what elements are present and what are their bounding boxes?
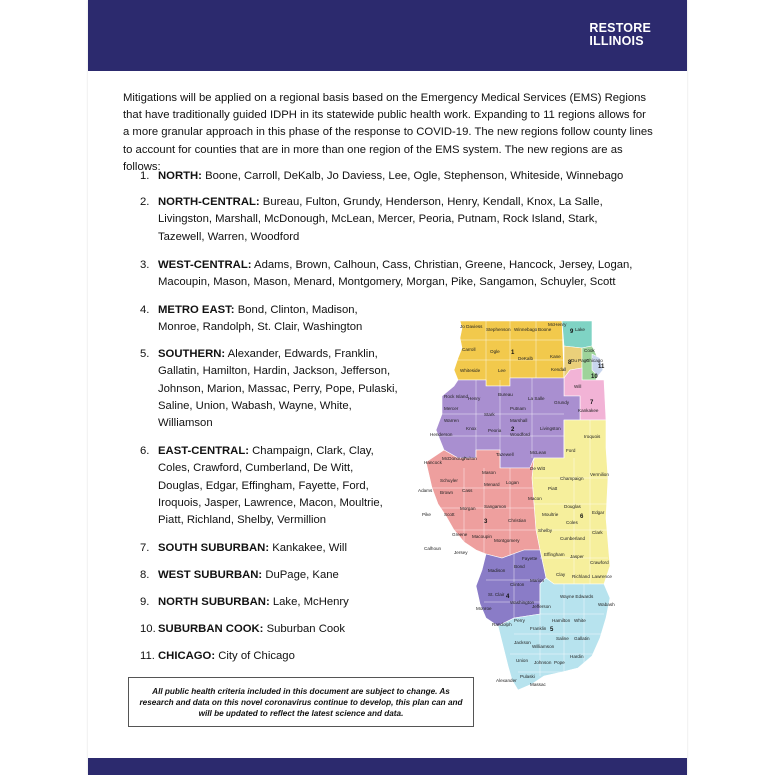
county-label: Lee: [498, 368, 506, 373]
county-label: DeKalb: [518, 356, 534, 361]
county-label: Jackson: [514, 640, 531, 645]
county-label: Clay: [556, 572, 566, 577]
region-counties: Adams, Brown, Calhoun, Cass, Christian, Greene, Hancock, Jersey, Logan, Macoupin, Mason, Mason, Menard, Montgomery, Morgan, Pike, Sangamon, Schuyler, Scott: [158, 259, 633, 289]
region-name: METRO EAST:: [158, 304, 235, 316]
county-label: Marion: [530, 578, 545, 583]
county-label: Warren: [444, 418, 459, 423]
region-counties: Champaign, Clark, Clay, Coles, Crawford, Cumberland, De Witt, Douglas, Edgar, Effingham, Fayette, Ford, Iroquois, Jasper, Lawrence, Macon, Moultrie, Piatt, Richland, Shelby, Vermillion: [158, 445, 383, 527]
county-label: Fayette: [522, 556, 538, 561]
map-region-8-number: 8: [568, 360, 572, 366]
region-number: 11.: [140, 650, 155, 662]
county-label: Ford: [566, 448, 576, 453]
county-label: Will: [574, 384, 582, 389]
region-number: 8.: [140, 569, 150, 581]
county-label: Henry: [468, 396, 481, 401]
county-label: White: [574, 618, 586, 623]
county-label: Henderson: [430, 432, 453, 437]
county-label: Adams: [418, 488, 433, 493]
region-counties: Boone, Carroll, DeKalb, Jo Daviess, Lee, Ogle, Stephenson, Whiteside, Winnebago: [205, 170, 624, 182]
county-label: Pulaski: [520, 674, 535, 679]
county-label: Washington: [510, 600, 535, 605]
county-label: Union: [516, 658, 529, 663]
county-label: Jefferson: [532, 604, 551, 609]
county-label: Macoupin: [472, 534, 492, 539]
region-counties: City of Chicago: [218, 650, 295, 662]
county-label: Gallatin: [574, 636, 590, 641]
county-label: Schuyler: [440, 478, 458, 483]
county-label: Pike: [422, 512, 431, 517]
county-label: Macon: [528, 496, 542, 501]
region-number: 2.: [140, 196, 150, 208]
county-label: Ogle: [490, 349, 500, 354]
county-label: Shelby: [538, 528, 553, 533]
county-label: Kankakee: [578, 408, 599, 413]
map-region-3-number: 3: [484, 519, 488, 525]
county-label: Perry: [514, 618, 525, 623]
county-label: Fulton: [464, 456, 477, 461]
region-name: EAST-CENTRAL:: [158, 445, 249, 457]
county-label: McLean: [530, 450, 547, 455]
county-label: Saline: [556, 636, 569, 641]
county-label: Cass: [462, 488, 473, 493]
illinois-region-map: [414, 318, 632, 694]
county-label: McDonough: [442, 456, 467, 461]
county-label: Champaign: [560, 476, 584, 481]
county-label: Massac: [530, 682, 546, 687]
region-counties: DuPage, Kane: [265, 569, 339, 581]
county-label: Bureau: [498, 392, 513, 397]
logo-line-1: RESTORE: [589, 21, 651, 35]
region-number: 5.: [140, 348, 150, 360]
county-label: Williamson: [532, 644, 555, 649]
county-label: Madison: [488, 568, 506, 573]
county-label: Alexander: [496, 678, 517, 683]
county-label: Moultrie: [542, 512, 559, 517]
county-label: Pope: [554, 660, 565, 665]
county-label: Hardin: [570, 654, 584, 659]
document-page: [88, 0, 687, 775]
region-name: WEST SUBURBAN:: [158, 569, 263, 581]
county-label: Wabash: [598, 602, 615, 607]
county-label: Jasper: [570, 554, 584, 559]
map-region-9-number: 9: [570, 329, 574, 335]
county-label: Grundy: [554, 400, 570, 405]
county-label: Greene: [452, 532, 468, 537]
county-label: Iroquois: [584, 434, 601, 439]
map-region-4-number: 4: [506, 594, 510, 600]
county-label: Effingham: [544, 552, 565, 557]
county-label: Calhoun: [424, 546, 442, 551]
region-name: SUBURBAN COOK:: [158, 623, 264, 635]
county-label: Mercer: [444, 406, 459, 411]
county-label: La Salle: [528, 396, 545, 401]
region-name: SOUTH SUBURBAN:: [158, 542, 270, 554]
county-label: Livingston: [540, 426, 561, 431]
county-label: Carroll: [462, 347, 476, 352]
region-number: 9.: [140, 596, 150, 608]
region-number: 3.: [140, 259, 150, 271]
county-label: Vermilion: [590, 472, 609, 477]
county-label: Lawrence: [592, 574, 612, 579]
map-region-10-number: 10: [591, 374, 598, 380]
footer-bar: [88, 758, 687, 775]
region-name: WEST-CENTRAL:: [158, 259, 252, 271]
county-label: Mason: [482, 470, 496, 475]
county-label: Rock Island: [444, 394, 469, 399]
county-label: Douglas: [564, 504, 581, 509]
county-label: Piatt: [548, 486, 558, 491]
county-label: Randolph: [492, 622, 512, 627]
region-9-north-suburban-shape: [562, 321, 592, 348]
disclaimer-box: All public health criteria included in this document are subject to change. As research and data on this novel coronavirus continue to develop, this plan can and will be updated to reflect the latest science and data.: [128, 677, 474, 727]
region-counties: Bureau, Fulton, Grundy, Henderson, Henry, Kendall, Knox, La Salle, Livingston, Marshall, McDonough, McLean, Mercer, Peoria, Putnam, Rock Island, Stark, Tazewell, Warren, Woodford: [158, 196, 603, 243]
county-label: Tazewell: [496, 452, 514, 457]
county-label: Marshall: [510, 418, 528, 423]
county-label: Scott: [444, 512, 455, 517]
county-label: Putnam: [510, 406, 526, 411]
county-label: Cook: [584, 348, 595, 353]
county-label: Lake: [575, 327, 585, 332]
county-label: Hancock: [424, 460, 442, 465]
region-number: 10.: [140, 623, 156, 635]
restore-illinois-logo: [589, 22, 651, 48]
county-label: Christian: [508, 518, 527, 523]
region-counties: Lake, McHenry: [272, 596, 349, 608]
county-label: Hamilton: [552, 618, 571, 623]
county-label: Crawford: [590, 560, 609, 565]
county-label: Kane: [550, 354, 561, 359]
region-number: 4.: [140, 304, 150, 316]
county-label: Peoria: [488, 428, 502, 433]
region-counties: Kankakee, Will: [272, 542, 347, 554]
county-label: Knox: [466, 426, 477, 431]
county-label: Clinton: [510, 582, 525, 587]
logo-line-2: ILLINOIS: [589, 34, 644, 48]
county-label: McHenry: [548, 322, 567, 327]
map-region-2-number: 2: [511, 427, 515, 433]
intro-paragraph: Mitigations will be applied on a regional basis based on the Emergency Medical Services (EMS) Regions that have traditionally guided IDPH in its statewide public health work. Expanding to 11 regions allows for a more granular approach in this phase of the response to COVID-19. The new regions follow county lines to account for counties that are in more than one region of the EMS system. The new regions are as follows:: [123, 92, 653, 173]
county-label: Cumberland: [560, 536, 586, 541]
county-label: Menard: [484, 482, 500, 487]
map-region-7-number: 7: [590, 400, 594, 406]
county-label: Clark: [592, 530, 603, 535]
county-label: Winnebago: [514, 327, 538, 332]
county-label: Sangamon: [484, 504, 507, 509]
county-label: Morgan: [460, 506, 476, 511]
county-label: Brown: [440, 490, 454, 495]
county-label: Woodford: [510, 432, 530, 437]
region-number: 6.: [140, 445, 150, 457]
region-counties: Bond, Clinton, Madison, Monroe, Randolph, St. Clair, Washington: [158, 304, 363, 334]
region-counties: Suburban Cook: [266, 623, 346, 635]
header-bar: [88, 0, 687, 71]
region-name: NORTH:: [158, 170, 202, 182]
region-number: 1.: [140, 170, 150, 182]
map-region-6-number: 6: [580, 514, 584, 520]
county-label: Montgomery: [494, 538, 520, 543]
region-counties: Alexander, Edwards, Franklin, Gallatin, Hamilton, Hardin, Jackson, Jefferson, Johnson, Marion, Massac, Perry, Pope, Pulaski, Saline, Union, Wabash, Wayne, White, Williamson: [158, 348, 398, 430]
county-label: Stephenson: [486, 327, 511, 332]
region-name: CHICAGO:: [158, 650, 216, 662]
illinois-map-svg: [414, 318, 632, 694]
county-label: Edgar: [592, 510, 605, 515]
county-label: Chicago: [586, 358, 603, 363]
county-label: Stark: [484, 412, 495, 417]
county-label: St. Clair: [488, 592, 505, 597]
county-label: Jo Daviess: [460, 324, 483, 329]
map-region-11-number: 11: [598, 364, 605, 370]
county-label: Richland: [572, 574, 590, 579]
map-region-5-number: 5: [550, 627, 554, 633]
county-label: Wayne Edwards: [560, 594, 594, 599]
county-label: Kendall: [551, 367, 567, 372]
region-name: NORTH SUBURBAN:: [158, 596, 270, 608]
region-name: NORTH-CENTRAL:: [158, 196, 260, 208]
county-label: Boone: [538, 327, 552, 332]
map-region-1-number: 1: [511, 350, 515, 356]
county-label: De Witt: [530, 466, 546, 471]
county-label: Monroe: [476, 606, 492, 611]
county-label: Jersey: [454, 550, 468, 555]
county-label: Coles: [566, 520, 578, 525]
county-label: Du Page: [571, 358, 589, 363]
county-label: Whiteside: [460, 368, 481, 373]
region-number: 7.: [140, 542, 150, 554]
county-label: Franklin: [530, 626, 547, 631]
county-label: Johnson: [534, 660, 552, 665]
region-name: SOUTHERN:: [158, 348, 226, 360]
county-label: Bond: [514, 564, 525, 569]
county-label: Logan: [506, 480, 519, 485]
